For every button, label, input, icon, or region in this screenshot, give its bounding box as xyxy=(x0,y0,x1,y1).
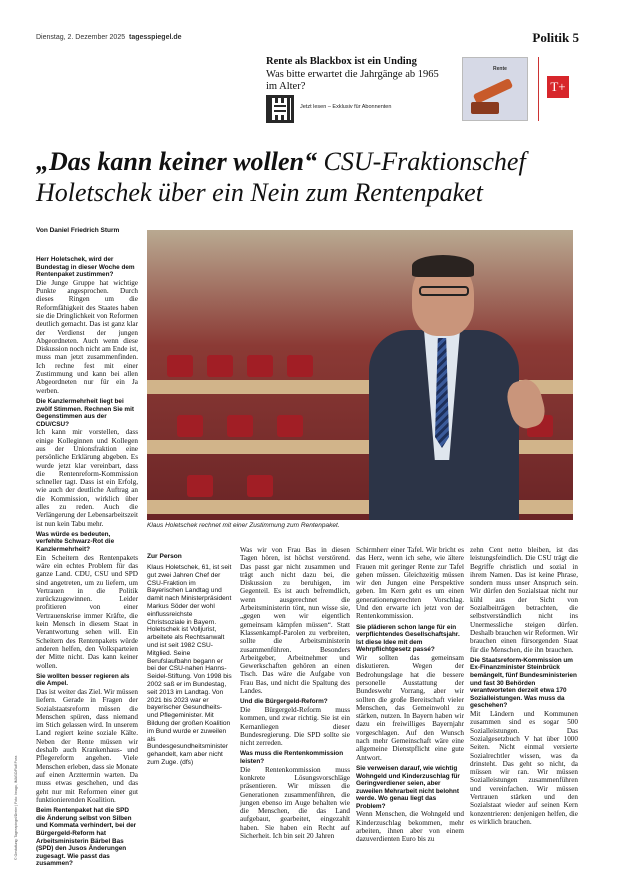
answer: Ich kann mir vorstellen, dass einige Kolleginnen und Kollegen aus der Unionsfraktion eine persönliche Erklärung abgeben. Es wurde jetzt klar vereinbart, dass die Rentenreform-Kommission schneller tagt. Dass ist ein Erfolg, wie auch der deutliche Auftrag an die Kommission, wirklich über alles zu reden. Auch die Verlängerung der Lebensarbeitszeit ist nun kein Tabu mehr. xyxy=(36,428,138,528)
question: Sie plädieren schon lange für ein verpflichtendes Gesellschaftsjahr. Ist diese Idee mit dem Wehrpflichtgesetz passé? xyxy=(356,623,460,654)
bio-text: Klaus Holetschek, 61, ist seit gut zwei Jahren Chef der CSU-Fraktion im Bayerischen Landtag und damit nach Ministerpräsident Markus Söder der wohl einflussreichste Christsoziale in Bayern. Holetschek ist Volljurist, arbeitete als Rechtsanwalt und ist seit 1982 CSU-Mitglied. Seine Berufslaufbahn begann er bei der CSU-nahen Hanns-Seidel-Stiftung. Von 1998 bis 2002 saß er im Bundestag, seit 2013 im Landtag. Von 2021 bis 2023 war er bayerischer Gesundheits- und Pflegeminister. Mit Bildung der großen Koalition im Bund wurde er zuweilen als Bundesgesundheitsminister gehandelt, kam aber nicht zum Zuge. (dfs) xyxy=(147,564,232,766)
article-headline xyxy=(36,146,576,208)
answer: Mit Ländern und Kommunen zusammen sind es sogar 500 Sozialleistungen. Das Sozialgesetzbuch V hat über 1000 Seiten. Nicht einmal versierte Sozialrechtler wissen, was da drinsteht. Das geht so nicht, da müssen wir ran. Wir müssen Sozialleistungen zusammenführen und vereinfachen. Wir müssen Vertrauen stärken und den Sozialstaat wieder auf seinen Kern konzentrieren: denjenigen helfen, die es wirklich brauchen. xyxy=(470,710,578,826)
answer: Die Rentenkommission muss konkrete Lösungsvorschläge präsentieren. Wir müssen die Generationen zusammenführen, die jungen ebenso im Auge behalten wie die Menschen, die das Land aufgebaut, gearbeitet, eingezahlt haben. Sie haben ein Recht auf Sicherheit. Ich bin seit 20 Jahren xyxy=(240,765,350,840)
question: Sie verweisen darauf, wie wichtig Wohngeld und Kinderzuschlag für Geringverdiener seien, aber zuweilen Mehrarbeit nicht belohnt werde. Wo genau liegt das Problem? xyxy=(356,764,460,810)
headline-rest: CSU-Fraktionschef Holetschek über ein Nein zum Rentenpaket xyxy=(36,147,526,207)
column-left xyxy=(36,253,138,868)
byline: Von Daniel Friedrich Sturm xyxy=(36,227,120,234)
promo-title[interactable]: Rente als Blackbox ist ein Unding xyxy=(266,56,417,67)
answer: Die Bürgergeld-Reform muss kommen, und zwar richtig. Sie ist ein Kernanliegen dieser Bundesregierung. Die SPD sollte sie nicht zerreden. xyxy=(240,705,350,748)
tplus-badge-icon: T+ xyxy=(547,76,569,98)
question: Die Kanzlermehrheit liegt bei zwölf Stimmen. Rechnen Sie mit Gegenstimmen aus der CDU/CSU? xyxy=(36,397,135,428)
promo-subtitle: Was bitte erwartet die Jahrgänge ab 1965 im Alter? xyxy=(266,69,439,92)
question: Was würde es bedeuten, verfehlte Schwarz-Rot die Kanzlermehrheit? xyxy=(36,530,115,554)
column-3 xyxy=(356,546,464,844)
answer: Wir sollten das gemeinsam diskutieren. Wegen der Bedrohungslage hat die bessere personelle Ausstattung der Bundeswehr Vorrang, aber wir sollten die große Bereitschaft vieler Menschen, das Gemeinwohl zu stärken, nutzen. In Bayern haben wir dazu ein freiwilliges Bayernjahr vorgeschlagen. Auf den Wunsch nach mehr Gemeinschaft wäre eine allgemeine Dienstpflicht eine gute Antwort. xyxy=(356,654,464,762)
article-photo xyxy=(147,230,573,520)
promo-image-sign: Rente xyxy=(493,66,507,72)
column-2 xyxy=(240,546,350,840)
question: Herr Holetschek, wird der Bundestag in dieser Woche dem Rentenpaket zustimmen? xyxy=(36,256,135,279)
answer: Die Junge Gruppe hat wichtige Punkte angesprochen. Durch dieses Ringen um die Reformfähigkeit des Staates haben sie die Dringlichkeit von Reformen deutlich gemacht. Das ist ganz klar der Verdienst der jungen Abgeordneten. Auch wenn diese Diskussion noch nicht am Ende ist, muss man jetzt zusammenfinden. Ich rechne fest mit einer Zustimmung und kann bei allen Abgeordneten nur für ein Ja werben. xyxy=(36,278,138,395)
question: Was muss die Rentenkommission leisten? xyxy=(240,750,344,766)
header-source: tagesspiegel.de xyxy=(129,34,182,41)
answer: Ein Scheitern des Rentenpakets wäre ein echtes Problem für das ganze Land. CDU, CSU und SPD sind angetreten, um zu liefern, um Vertrauen in die Politik zurückzugewinnen. Leider profitieren von einer Vertrauenskrise immer Kräfte, die kein Mensch in diesem Staat in Verantwortung sehen will. Ein Scheitern des Rentenpakets würde anderen helfen, den Volksparteien der Mitte nicht. Das kann keiner wollen. xyxy=(36,553,138,670)
question: Beim Rentenpaket hat die SPD die Änderung selbst von Silben und Kommata verhindert, bei der Bürgergeld-Reform hat Arbeitsministerin Bärbel Bas (SPD) den Jusos Änderungen zugesagt. Wie passt das zusammen? xyxy=(36,807,137,868)
answer: Das ist weiter das Ziel. Wir müssen liefern. Gerade in Fragen der Sozialstaatsreform müssen die Menschen spüren, dass niemand im Stich gelassen wird. In unserem Land regiert keine soziale Kälte. Neben der Rente müssen wir deshalb auch Krankenhaus- und Pflegereform angehen. Viele Menschen erleben, dass sie Monate auf einen Arzttermin warten. Da muss etwas geschehen, und das geht nur mit Reformen einer gut funktionierenden Koalition. xyxy=(36,688,138,804)
bio-title: Zur Person xyxy=(147,553,182,560)
headline-quote: „Das kann keiner wollen“ xyxy=(36,147,317,176)
question: Sie wollten besser regieren als die Ampel. xyxy=(36,672,130,688)
answer: Schirmherr einer Tafel. Wir bricht es das Herz, wenn ich sehe, wie ältere Frauen mit geringer Rente zur Tafel gehen müssen. Gleichzeitig müssen wir den Jungen eine Perspektive geben. Im Kern geht es um einen generationengerechten Vorschlag. Und den erwarte ich jetzt von der Rentenkommission. xyxy=(356,546,464,621)
photo-caption: Klaus Holetschek rechnet mit einer Zustimmung zum Rentenpaket. xyxy=(147,522,340,529)
header-date: Dienstag, 2. Dezember 2025 tagesspiegel.de xyxy=(36,34,182,41)
section-label: Politik 5 xyxy=(532,30,579,45)
question: Und die Bürgergeld-Reform? xyxy=(240,698,328,706)
answer: Wenn Menschen, die Wohngeld und Kinderzuschlag bekommen, mehr arbeiten, ihnen aber von einem dazuverdienten Euro bis zu xyxy=(356,810,464,844)
answer: Was wir von Frau Bas in diesen Tagen hören, ist höchst verstörend. Das passt gar nicht zusammen und trägt auch nicht dazu bei, die Diskussion zu beruhigen, im Gegenteil. Es ist auch befremdlich, wenn ausgerechnet die Arbeitsministerin tönt, nun wisse sie, „gegen wen wir eigentlich gemeinsam kämpfen müssen“. Statt Klassenkampf-Parolen zu verbreiten, sollte die Arbeitsministerin zusammenführen. Besonders Arbeitgeber, Arbeitnehmer und Gewerkschaften gehören an einen Tisch. Das wäre die Aufgabe von Frau Bas, und nicht die Spaltung des Landes. xyxy=(240,546,350,696)
column-4 xyxy=(470,546,578,826)
answer: zehn Cent netto bleiben, ist das leistungsfeindlich. Die CSU trägt die Begriffe christlich und sozial in ihrem Namen. Das ist keine Phrase, sondern muss unser Anspruch sein. Wir dürfen den Sozialstaat nicht nur kühl aus der Sicht von Sozialbeiträgen betrachten, die selbstverständlich nicht ins Unermessliche steigen dürfen. Deshalb brauchen wir Reformen. Wir brauchen einen fürsorgenden Staat für die Menschen, die ihn brauchen. xyxy=(470,546,578,654)
promo-image xyxy=(462,57,528,121)
question: Die Staatsreform-Kommission um Ex-Finanzminister Steinbrück bemängelt, fünf Bundesministerien und fast 30 Behörden verantworteten derzeit etwa 170 Sozialleistungen. Was muss da geschehen? xyxy=(470,656,577,710)
photo-credit: © Gestaltung: Tagesspiegel/Dreier | Foto: Imago, IMAGO/Ralf Poss xyxy=(14,755,18,860)
qr-code-icon[interactable] xyxy=(266,95,294,123)
promo-cta[interactable]: Jetzt lesen – Exklusiv für Abonnenten xyxy=(300,104,392,110)
promo-divider xyxy=(538,57,539,121)
bio-box xyxy=(147,553,232,767)
